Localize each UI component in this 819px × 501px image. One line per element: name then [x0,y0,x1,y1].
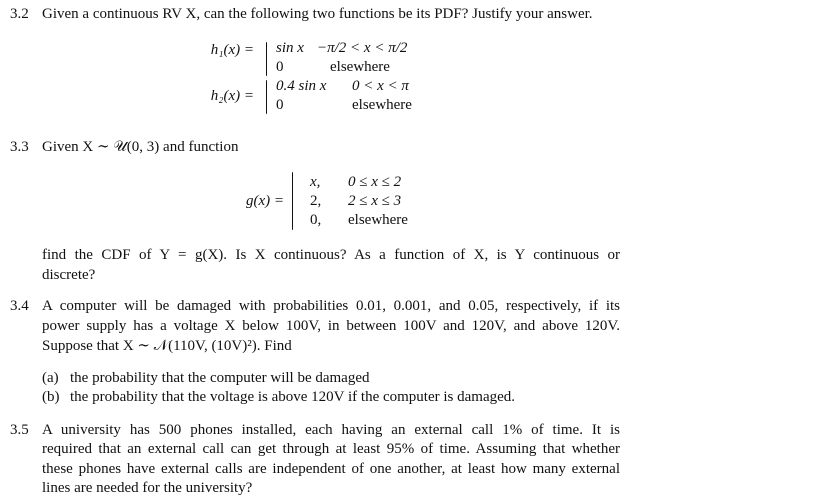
item-text: the probability that the voltage is above 120V if the computer is damaged. [70,389,516,405]
text-line: lines are needed for the university? [42,480,253,496]
g-case-cond: elsewhere [348,212,408,228]
text-line: A computer will be damaged with probabilities 0.01, 0.001, and 0.05, respectively, if its [42,298,620,314]
h2-case1-expr: 0.4 sin x [276,78,327,94]
item-text: the probability that the computer will be damaged [70,370,370,386]
brace [266,42,267,76]
g-case-cond: 0 ≤ x ≤ 2 [348,174,402,190]
g-case-expr: x, [310,174,321,190]
g-case-cond: 2 ≤ x ≤ 3 [348,193,402,209]
question-text: Given a continuous RV X, can the following two functions be its PDF? Justify your answer. [42,6,593,22]
text-line: required that an external call can get through at least 95% of time. Assuming that whether [42,441,620,457]
text-line: find the CDF of Y = g(X). Is X continuous? As a function of X, is Y continuous or [42,247,620,263]
question-number: 3.5 [10,422,29,438]
question-number: 3.4 [10,298,29,314]
question-number: 3.2 [10,6,29,22]
text-line: discrete? [42,267,96,283]
h1-label: h₁(x) = [210,42,254,58]
question-number: 3.3 [10,139,29,155]
h2-label: h₂(x) = [210,88,254,104]
h2-case2-expr: 0 [276,97,284,113]
item-label: (b) [42,389,60,405]
h1-case2-expr: 0 [276,59,284,75]
h2-case1-cond: 0 < x < π [352,78,409,94]
h1-case1-cond: −π/2 < x < π/2 [317,40,408,56]
text-line: Suppose that X ∼ 𝒩(110V, (10V)²). Find [42,338,292,354]
text-line: power supply has a voltage X below 100V, in between 100V and 120V, and above 120V. [42,318,620,334]
h1-case1-expr: sin x [276,40,304,56]
question-text: Given X ∼ 𝒰(0, 3) and function [42,139,239,155]
brace [266,80,267,114]
h2-case2-cond: elsewhere [352,97,412,113]
g-label: g(x) = [245,193,284,209]
g-case-expr: 2, [310,193,322,209]
text-line: A university has 500 phones installed, each having an external call 1% of time. It is [42,422,620,438]
brace [292,172,293,230]
text-line: these phones have external calls are independent of one another, at least how many external [42,461,620,477]
item-label: (a) [42,370,59,386]
g-case-expr: 0, [310,212,322,228]
h1-case2-cond: elsewhere [330,59,390,75]
